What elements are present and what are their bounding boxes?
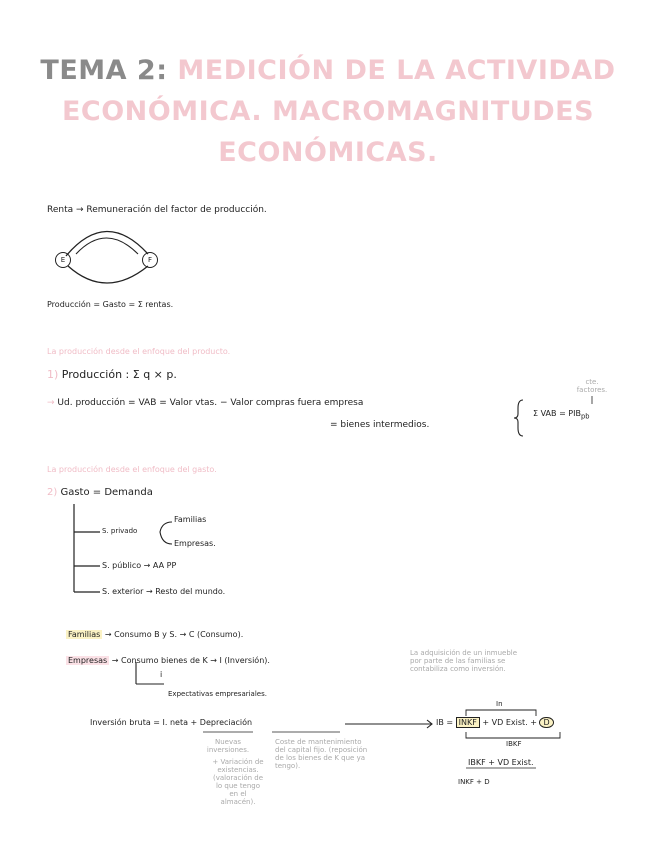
nota-neta-2: + Variación de existencias. (valoración de lo que tengo en el almacén). <box>212 758 264 806</box>
ibkf-bracket <box>466 732 560 738</box>
ibkf-label: IBKF <box>506 740 522 748</box>
s-publico: S. público → AA PP <box>102 561 177 570</box>
familias-branch: Familias <box>174 515 207 524</box>
nota-neta-1: Nuevas inversiones. <box>206 738 250 754</box>
gasto-num: 2) <box>47 487 58 498</box>
gasto-eq-row <box>47 487 153 498</box>
sum-vab-text: Σ VAB = PIB <box>533 409 581 418</box>
s-privado: S. privado <box>102 527 138 535</box>
s-exterior: S. exterior → Resto del mundo. <box>102 587 226 596</box>
inkf-box: INKF <box>456 717 480 728</box>
ib-eq-row <box>436 718 554 727</box>
empresas-label: Empresas <box>68 656 108 665</box>
gasto-heading: La producción desde el enfoque del gasto. <box>47 465 217 474</box>
i-mark: i <box>160 670 163 679</box>
circle-f: F <box>142 252 158 268</box>
expectativas: Expectativas empresariales. <box>168 690 267 698</box>
inversion-bruta: Inversión bruta = I. neta + Depreciación <box>90 718 253 727</box>
renta-line: Renta → Remuneración del factor de producción. <box>47 205 267 215</box>
d-circle: D <box>539 717 553 728</box>
produccion-eq-row <box>47 368 177 381</box>
gasto-eq: Gasto = Demanda <box>60 487 153 498</box>
familias-consumo-row <box>66 630 243 639</box>
circle-e: E <box>55 252 71 268</box>
inkf-plus-d: INKF + D <box>458 778 490 786</box>
producto-num: 1) <box>47 368 59 381</box>
title-lead: TEMA 2: <box>40 55 168 86</box>
title-line2: ECONÓMICA. MACROMAGNITUDES <box>61 96 595 127</box>
in-bracket <box>466 710 536 716</box>
sum-vab <box>533 409 589 421</box>
produccion-gasto-rentas: Producción = Gasto = Σ rentas. <box>47 300 174 309</box>
vab-definition: Ud. producción = VAB = Valor vtas. − Valor compras fuera empresa <box>57 398 364 408</box>
pib-subscript: pb <box>580 412 590 421</box>
bienes-intermedios: = bienes intermedios. <box>330 420 430 430</box>
privado-fork <box>160 522 172 544</box>
flow-arc-top-inner <box>76 238 138 254</box>
nota-depreciacion: Coste de mantenimiento del capital fijo. (reposición de los bienes de K que ya tengo). <box>275 738 368 770</box>
ibkf-line: IBKF + VD Exist. <box>468 758 534 767</box>
producto-heading: La producción desde el enfoque del producto. <box>47 347 231 356</box>
title-rest: MEDICIÓN DE LA ACTIVIDAD <box>167 55 616 86</box>
empresas-inversion: → Consumo bienes de K → I (Inversión). <box>111 656 270 665</box>
empresas-branch: Empresas. <box>174 539 216 548</box>
empresas-inversion-row <box>66 656 270 665</box>
familias-label: Familias <box>68 630 101 639</box>
vab-arrow: → <box>47 398 55 408</box>
ib-label: IB = <box>436 718 454 727</box>
flow-arc-bottom <box>68 266 148 283</box>
produccion-eq: Producción : Σ q × p. <box>61 368 177 381</box>
familias-consumo: → Consumo B y S. → C (Consumo). <box>104 630 244 639</box>
factores-note: cte. factores. <box>576 378 608 394</box>
vab-row <box>47 398 363 408</box>
inmueble-note: La adquisición de un inmueble por parte de las familias se contabiliza como inversión. <box>410 649 518 673</box>
in-label: In <box>496 700 503 708</box>
vab-brace <box>514 400 523 436</box>
vd-exist: + VD Exist. + <box>482 718 537 727</box>
title-line3: ECONÓMICAS. <box>218 137 438 168</box>
